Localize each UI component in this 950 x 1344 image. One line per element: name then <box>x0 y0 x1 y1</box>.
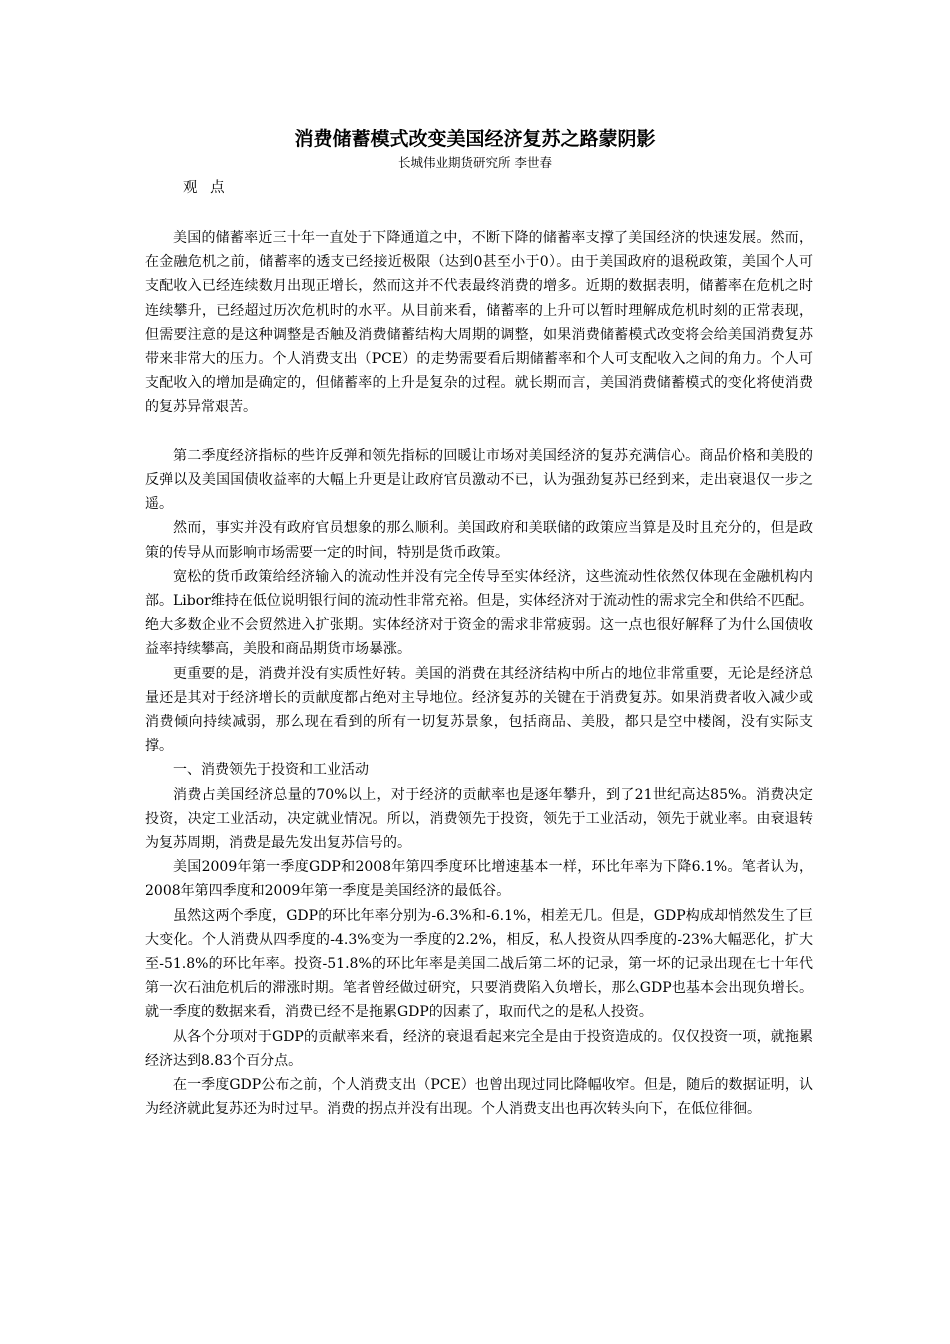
paragraph: 虽然这两个季度，GDP的环比年率分别为-6.3%和-6.1%，相差无几。但是，GDP构成却悄然发生了巨大变化。个人消费从四季度的-4.3%变为一季度的2.2%，相反，私人投资从四季度的-23%大幅恶化，扩大至-51.8%的环比年率。投资-51.8%的环比年率是美国二战后第二坏的记录，第一坏的记录出现在七十年代第一次石油危机后的滞涨时期。笔者曾经做过研究，只要消费陷入负增长，那么GDP也基本会出现负增长。就一季度的数据来看，消费已经不是拖累GDP的因素了，取而代之的是私人投资。 <box>145 907 813 1021</box>
author-byline: 长城伟业期货研究所 李世春 <box>398 155 552 170</box>
paragraph: 消费占美国经济总量的70%以上，对于经济的贡献率也是逐年攀升，到了21世纪高达85%。消费决定投资，决定工业活动，决定就业情况。所以，消费领先于投资，领先于工业活动，领先于就业率。由衰退转为复苏周期，消费是最先发出复苏信号的。 <box>145 786 813 852</box>
paragraph: 更重要的是，消费并没有实质性好转。美国的消费在其经济结构中所占的地位非常重要，无论是经济总量还是其对于经济增长的贡献度都占绝对主导地位。经济复苏的关键在于消费复苏。如果消费者收入减少或消费倾向持续减弱，那么现在看到的所有一切复苏景象，包括商品、美股，都只是空中楼阁，没有实际支撑。 <box>145 665 813 755</box>
paragraph: 然而，事实并没有政府官员想象的那么顺利。美国政府和美联储的政策应当算是及时且充分的，但是政策的传导从而影响市场需要一定的时间，特别是货币政策。 <box>145 520 813 561</box>
paragraph: 从各个分项对于GDP的贡献率来看，经济的衰退看起来完全是由于投资造成的。仅仅投资一项，就拖累经济达到8.83个百分点。 <box>145 1028 813 1069</box>
subsection-heading: 一、消费领先于投资和工业活动 <box>173 762 369 779</box>
paragraph: 美国2009年第一季度GDP和2008年第四季度环比增速基本一样，环比年率为下降6.1%。笔者认为，2008年第四季度和2009年第一季度是美国经济的最低谷。 <box>145 859 813 900</box>
paragraph: 在一季度GDP公布之前，个人消费支出（PCE）也曾出现过同比降幅收窄。但是，随后的数据证明，认为经济就此复苏还为时过早。消费的拐点并没有出现。个人消费支出也再次转头向下，在低位徘徊。 <box>145 1077 813 1118</box>
paragraph: 第二季度经济指标的些许反弹和领先指标的回暖让市场对美国经济的复苏充满信心。商品价格和美股的反弹以及美国国债收益率的大幅上升更是让政府官员激动不已，认为强劲复苏已经到来，走出衰退仅一步之遥。 <box>145 447 813 513</box>
document-body <box>145 226 813 1122</box>
document-title: 消费储蓄模式改变美国经济复苏之路蒙阴影 <box>294 128 656 150</box>
paragraph: 美国的储蓄率近三十年一直处于下降通道之中，不断下降的储蓄率支撑了美国经济的快速发展。然而，在金融危机之前，储蓄率的透支已经接近极限（达到0甚至小于0）。由于美国政府的退税政策，美国个人可支配收入已经连续数月出现正增长，然而这并不代表最终消费的增多。近期的数据表明，储蓄率在危机之时连续攀升，已经超过历次危机时的水平。从目前来看，储蓄率的上升可以暂时理解成危机时刻的正常表现，但需要注意的是这种调整是否触及消费储蓄结构大周期的调整，如果消费储蓄模式改变将会给美国消费复苏带来非常大的压力。个人消费支出（PCE）的走势需要看后期储蓄率和个人可支配收入之间的角力。个人可支配收入的增加是确定的，但储蓄率的上升是复杂的过程。就长期而言，美国消费储蓄模式的变化将使消费的复苏异常艰苦。 <box>145 230 813 416</box>
paragraph: 宽松的货币政策给经济输入的流动性并没有完全传导至实体经济，这些流动性依然仅体现在金融机构内部。Libor维持在低位说明银行间的流动性非常充裕。但是，实体经济对于流动性的需求完全和供给不匹配。绝大多数企业不会贸然进入扩张期。实体经济对于资金的需求非常疲弱。这一点也很好解释了为什么国债收益率持续攀高，美股和商品期货市场暴涨。 <box>145 568 813 658</box>
section-heading: 观 点 <box>183 180 229 196</box>
